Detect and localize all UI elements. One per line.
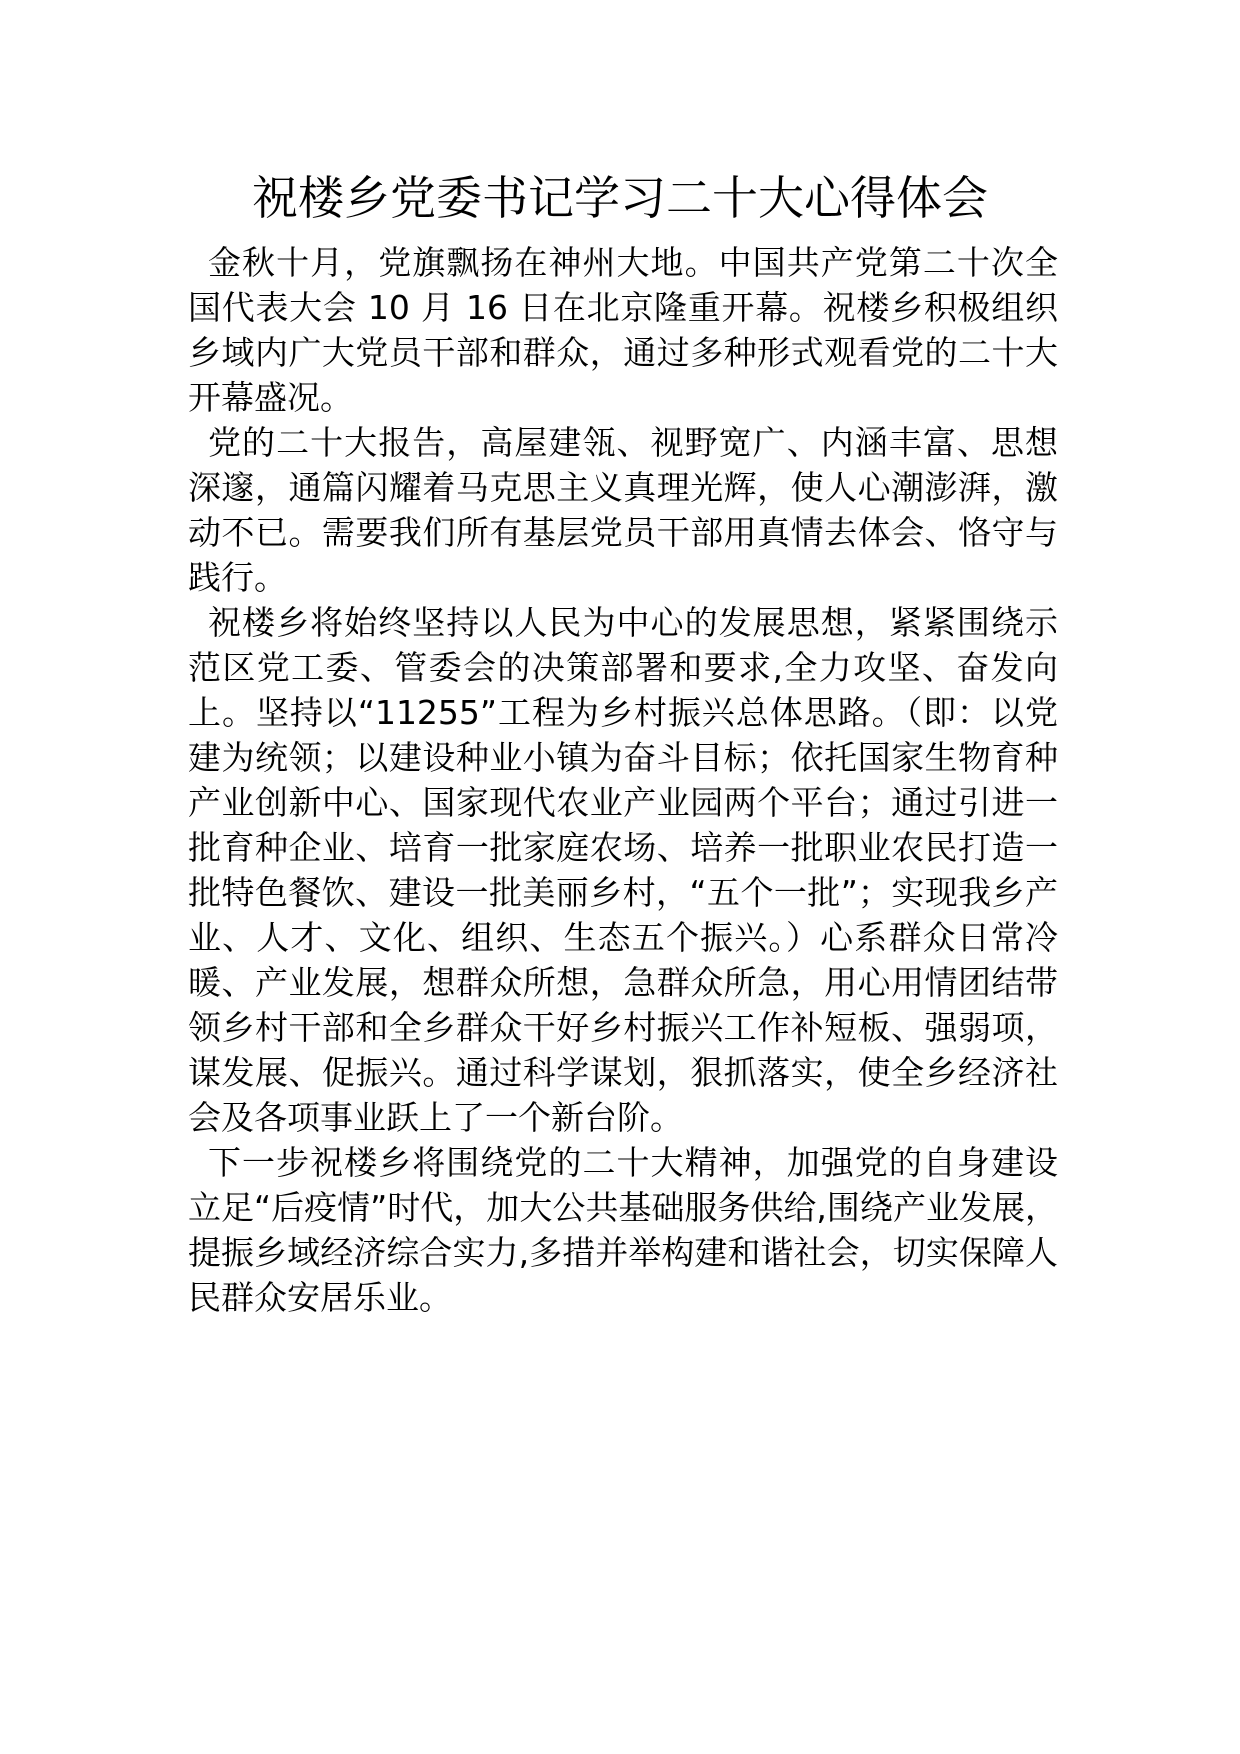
paragraph-1: 金秋十月，党旗飘扬在神州大地。中国共产党第二十次全国代表大会 10 月 16 日在北京隆重开幕。祝楼乡积极组织乡域内广大党员干部和群众，通过多种形式观看党的二十大开幕盛况。 — [188, 243, 1058, 417]
document-body — [188, 240, 1058, 1320]
paragraph-2: 党的二十大报告，高屋建瓴、视野宽广、内涵丰富、思想深邃，通篇闪耀着马克思主义真理光辉，使人心潮澎湃，激动不已。需要我们所有基层党员干部用真情去体会、恪守与践行。 — [188, 423, 1058, 597]
paragraph-3: 祝楼乡将始终坚持以人民为中心的发展思想，紧紧围绕示范区党工委、管委会的决策部署和要求,全力攻坚、奋发向上。坚持以“11255”工程为乡村振兴总体思路。（即：以党建为统领；以建设种业小镇为奋斗目标；依托国家生物育种产业创新中心、国家现代农业产业园两个平台；通过引进一批育种企业、培育一批家庭农场、培养一批职业农民打造一批特色餐饮、建设一批美丽乡村，“五个一批”；实现我乡产业、人才、文化、组织、生态五个振兴。）心系群众日常冷暖、产业发展，想群众所想，急群众所急，用心用情团结带领乡村干部和全乡群众干好乡村振兴工作补短板、强弱项，谋发展、促振兴。通过科学谋划，狠抓落实，使全乡经济社会及各项事业跃上了一个新台阶。 — [188, 603, 1058, 1137]
paragraph-4: 下一步祝楼乡将围绕党的二十大精神，加强党的自身建设立足“后疫情”时代，加大公共基础服务供给,围绕产业发展，提振乡域经济综合实力,多措并举构建和谐社会，切实保障人民群众安居乐业。 — [188, 1143, 1058, 1317]
document-title: 祝楼乡党委书记学习二十大心得体会 — [252, 171, 988, 225]
